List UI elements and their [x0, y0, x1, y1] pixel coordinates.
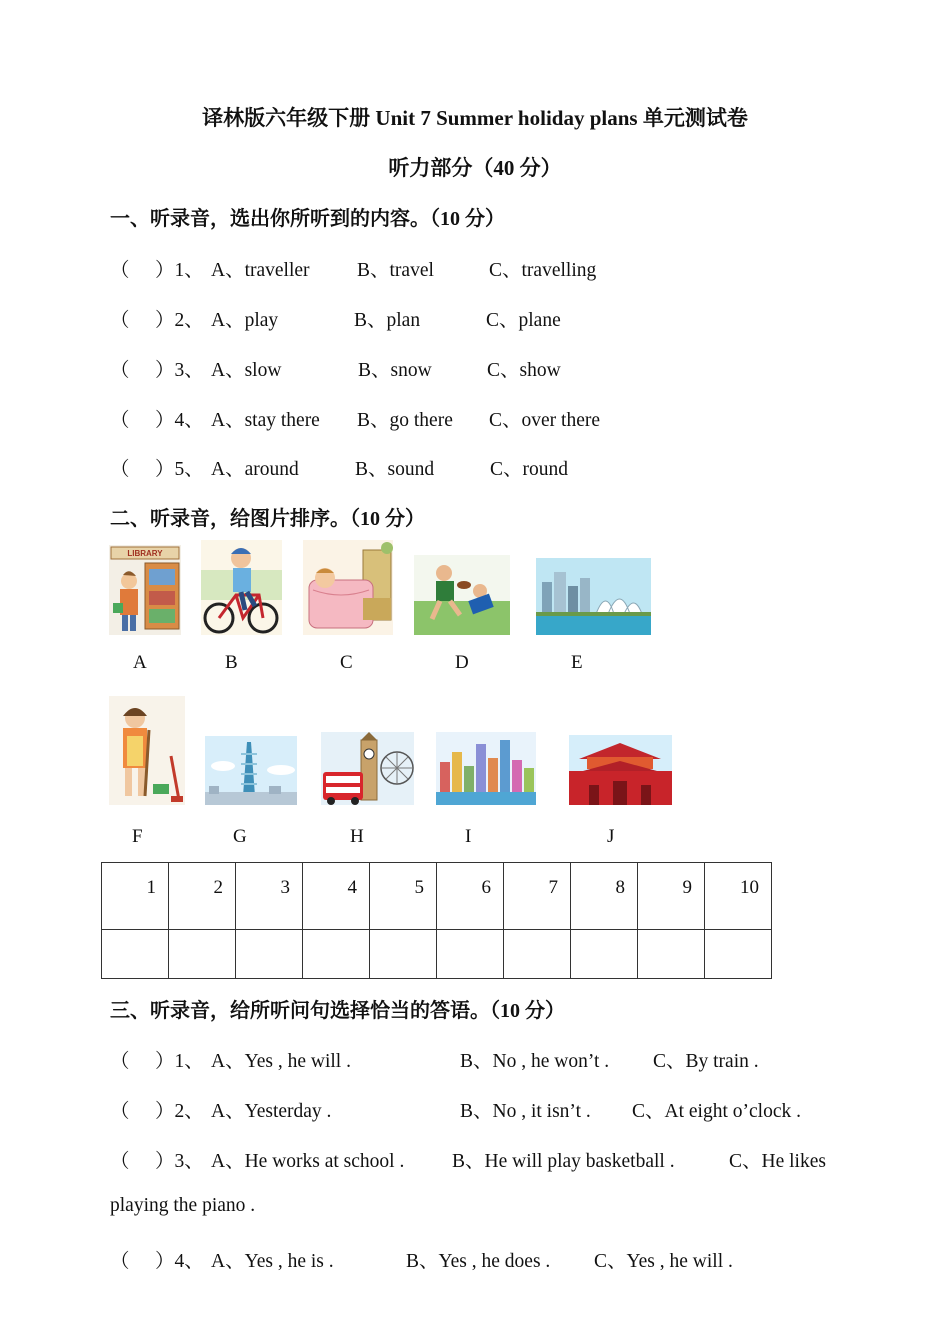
answer-cell[interactable] — [705, 930, 772, 979]
option-a: A、traveller — [211, 260, 310, 281]
item-number: ）3、 — [155, 360, 204, 381]
taipei-picture — [205, 736, 297, 805]
option-b: B、He will play basketball . — [452, 1151, 675, 1172]
table-number-cell: 10 — [705, 863, 772, 930]
table-number-cell: 7 — [504, 863, 571, 930]
option-c: C、plane — [486, 310, 561, 331]
table-number-cell: 6 — [437, 863, 504, 930]
option-a: A、stay there — [211, 410, 320, 431]
option-c: C、round — [490, 459, 569, 480]
option-c: C、travelling — [489, 260, 597, 281]
option-a: A、Yes , he is . — [211, 1251, 334, 1272]
option-b: B、go there — [357, 410, 453, 431]
option-a: A、Yesterday . — [211, 1101, 332, 1122]
item-number: ）4、 — [155, 410, 204, 431]
ordering-table — [101, 862, 772, 979]
option-a: A、around — [211, 459, 299, 480]
option-a: A、play — [211, 310, 279, 331]
option-b: B、No , it isn’t . — [460, 1101, 591, 1122]
table-number-cell: 1 — [102, 863, 169, 930]
option-b: B、Yes , he does . — [406, 1251, 551, 1272]
picture-label-h: H — [350, 826, 364, 847]
option-c: C、By train . — [653, 1051, 759, 1072]
picture-label-e: E — [571, 652, 583, 673]
table-number-cell: 4 — [303, 863, 370, 930]
item-number: ）1、 — [155, 1051, 204, 1072]
option-a: A、Yes , he will . — [211, 1051, 351, 1072]
answer-cell[interactable] — [638, 930, 705, 979]
item-number: ）5、 — [155, 459, 204, 480]
page-subtitle: 听力部分（40 分） — [388, 156, 562, 180]
item-number: ）3、 — [155, 1151, 204, 1172]
option-c: C、At eight o’clock . — [632, 1101, 801, 1122]
library-sign-text: LIBRARY — [127, 549, 163, 558]
item-number: ）2、 — [155, 1101, 204, 1122]
cleaning-picture — [109, 696, 185, 805]
table-number-cell: 5 — [370, 863, 437, 930]
picture-label-b: B — [225, 652, 238, 673]
answer-cell[interactable] — [169, 930, 236, 979]
option-b: B、sound — [355, 459, 435, 480]
hongkong-picture — [436, 732, 536, 805]
option-b: B、snow — [358, 360, 432, 381]
section1-heading: 一、听录音，选出你所听到的内容。（10 分） — [110, 208, 505, 230]
picture-label-g: G — [233, 826, 247, 847]
section2-heading: 二、听录音，给图片排序。（10 分） — [110, 508, 425, 530]
page-title: 译林版六年级下册 Unit 7 Summer holiday plans 单元测试卷 — [202, 106, 748, 130]
option-c: C、Yes , he will . — [594, 1251, 733, 1272]
answer-cell[interactable] — [504, 930, 571, 979]
answer-cell[interactable] — [571, 930, 638, 979]
answer-paren: （ — [110, 410, 130, 431]
table-number-cell: 9 — [638, 863, 705, 930]
picture-label-d: D — [455, 652, 469, 673]
answer-paren: （ — [110, 260, 130, 281]
item-number: ）4、 — [155, 1251, 204, 1272]
answer-paren: （ — [110, 1151, 130, 1172]
library-picture — [109, 545, 181, 635]
answer-paren: （ — [110, 1251, 130, 1272]
picture-label-i: I — [465, 826, 472, 847]
table-number-cell: 8 — [571, 863, 638, 930]
cycling-picture — [201, 540, 282, 635]
sleeping-picture — [303, 540, 393, 635]
option-c: C、over there — [489, 410, 601, 431]
section3-heading: 三、听录音，给所听问句选择恰当的答语。（10 分） — [110, 1000, 565, 1022]
table-answer-row — [102, 930, 772, 979]
option-c: C、He likes — [729, 1151, 826, 1172]
option-b: B、No , he won’t . — [460, 1051, 610, 1072]
answer-cell[interactable] — [437, 930, 504, 979]
answer-paren: （ — [110, 360, 130, 381]
sydney-picture — [536, 558, 651, 635]
answer-paren: （ — [110, 1101, 130, 1122]
answer-paren: （ — [110, 310, 130, 331]
option-a: A、He works at school . — [211, 1151, 405, 1172]
answer-paren: （ — [110, 459, 130, 480]
option-c: C、show — [487, 360, 561, 381]
rugby-picture — [414, 555, 510, 635]
tiananmen-picture — [569, 735, 672, 805]
option-b: B、plan — [354, 310, 421, 331]
answer-cell[interactable] — [370, 930, 437, 979]
table-number-cell: 2 — [169, 863, 236, 930]
answer-cell[interactable] — [303, 930, 370, 979]
picture-label-f: F — [132, 826, 143, 847]
answer-paren: （ — [110, 1051, 130, 1072]
option-b: B、travel — [357, 260, 434, 281]
picture-label-a: A — [133, 652, 147, 673]
london-picture — [321, 732, 414, 805]
picture-label-j: J — [607, 826, 615, 847]
option-a: A、slow — [211, 360, 282, 381]
answer-cell[interactable] — [102, 930, 169, 979]
answer-cell[interactable] — [236, 930, 303, 979]
item-number: ）2、 — [155, 310, 204, 331]
item-number: ）1、 — [155, 260, 204, 281]
table-number-row — [102, 863, 772, 930]
option-c-continued: playing the piano . — [110, 1195, 256, 1216]
table-number-cell: 3 — [236, 863, 303, 930]
picture-label-c: C — [340, 652, 353, 673]
